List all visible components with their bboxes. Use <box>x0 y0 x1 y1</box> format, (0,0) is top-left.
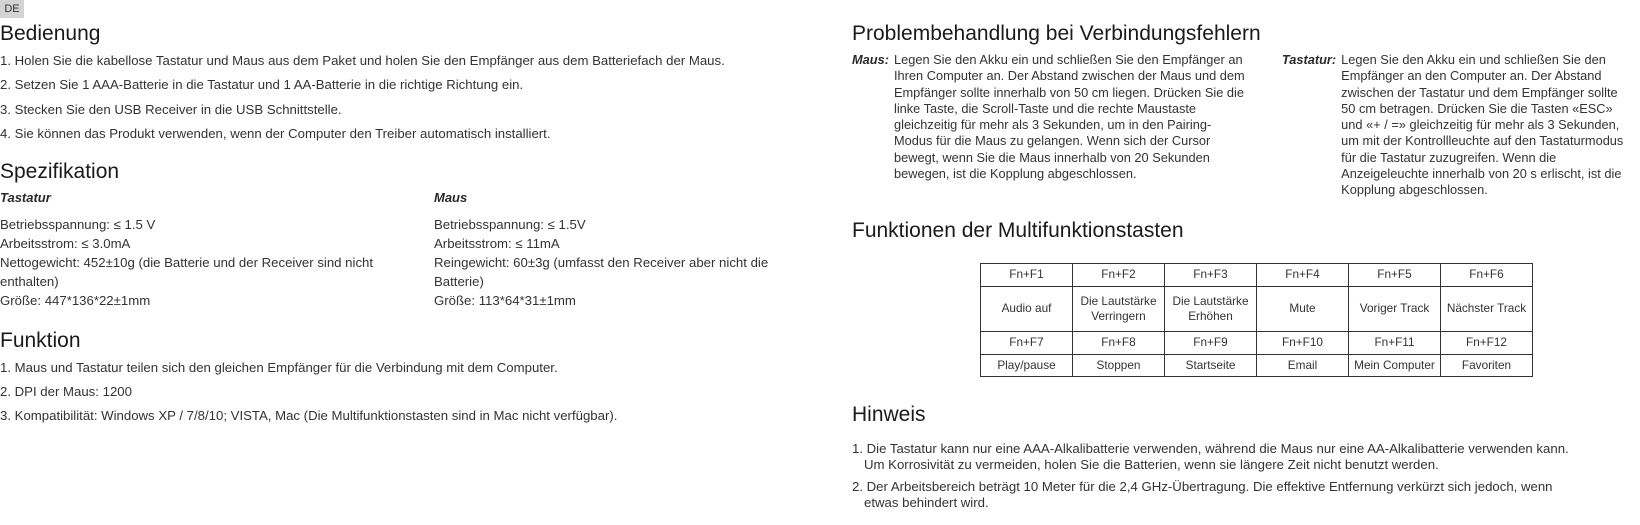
trouble-blocks <box>852 52 1640 199</box>
table-cell: Fn+F2 <box>1073 263 1165 286</box>
spec-maus-heading: Maus <box>434 189 468 205</box>
spec-line: Arbeitsstrom: ≤ 11mA <box>434 235 560 251</box>
note-line-continued: etwas behindert wird. <box>864 494 989 510</box>
section-multifunktion <box>852 217 1640 377</box>
problem-title: Problembehandlung bei Verbindungsfehlern <box>852 22 1261 45</box>
spec-line: Größe: 447*136*22±1mm <box>0 292 151 308</box>
table-row <box>981 354 1533 376</box>
bedienung-list <box>0 51 820 143</box>
trouble-maus <box>852 52 1250 199</box>
table-cell: Audio auf <box>981 286 1073 331</box>
table-cell: Fn+F9 <box>1165 331 1257 354</box>
section-bedienung <box>0 20 820 143</box>
table-cell: Startseite <box>1165 354 1257 376</box>
table-cell: Play/pause <box>981 354 1073 376</box>
table-cell: Fn+F4 <box>1257 263 1349 286</box>
table-cell: Die Lautstärke Verringern <box>1073 286 1165 331</box>
table-cell: Stoppen <box>1073 354 1165 376</box>
table-cell: Fn+F5 <box>1349 263 1441 286</box>
language-badge: DE <box>0 0 24 18</box>
spec-line: Größe: 113*64*31±1mm <box>434 292 576 308</box>
right-column <box>852 20 1640 517</box>
table-cell: Voriger Track <box>1349 286 1441 331</box>
multifunktion-title: Funktionen der Multifunktionstasten <box>852 218 1184 242</box>
table-cell: Mute <box>1257 286 1349 331</box>
list-item: 2. Setzen Sie 1 AAA-Batterie in die Tastatur und 1 AA-Batterie in die richtige Richtung ein. <box>0 77 524 93</box>
list-item <box>852 441 1640 473</box>
spec-tastatur-heading: Tastatur <box>0 189 51 205</box>
spec-line: Betriebsspannung: ≤ 1.5 V <box>0 216 156 232</box>
section-spezifikation <box>0 158 820 310</box>
list-item: 1. Holen Sie die kabellose Tastatur und Maus aus dem Paket und holen Sie den Empfänger aus dem Batteriefach der Maus. <box>0 53 725 68</box>
table-row <box>981 331 1533 354</box>
funktion-title: Funktion <box>0 328 81 352</box>
hinweis-title: Hinweis <box>852 402 926 426</box>
hinweis-list <box>852 441 1640 511</box>
spec-line: Nettogewicht: 452±10g (die Batterie und der Receiver sind nicht enthalten) <box>0 254 374 289</box>
table-cell: Fn+F7 <box>981 331 1073 354</box>
table-cell: Fn+F10 <box>1257 331 1349 354</box>
spec-line: Arbeitsstrom: ≤ 3.0mA <box>0 235 131 251</box>
spezifikation-title: Spezifikation <box>0 159 120 183</box>
function-key-table <box>980 263 1533 377</box>
spec-columns <box>0 188 820 310</box>
spec-line: Reingewicht: 60±3g (umfasst den Receiver aber nicht die Batterie) <box>434 254 769 289</box>
trouble-tastatur-label: Tastatur: <box>1281 52 1337 67</box>
spec-maus <box>434 188 814 310</box>
left-column <box>0 20 820 431</box>
section-funktion <box>0 327 820 426</box>
table-cell: Fn+F1 <box>981 263 1073 286</box>
table-row <box>981 286 1533 331</box>
trouble-maus-label: Maus: <box>852 52 889 67</box>
list-item: 1. Maus und Tastatur teilen sich den gleichen Empfänger für die Verbindung mit dem Computer. <box>0 359 558 375</box>
list-item: 3. Stecken Sie den USB Receiver in die USB Schnittstelle. <box>0 101 342 117</box>
table-cell: Fn+F6 <box>1441 263 1533 286</box>
table-cell: Fn+F11 <box>1349 331 1441 354</box>
trouble-tastatur-text: Legen Sie den Akku ein und schließen Sie den Empfänger an den Computer an. Der Abstand zwischen der Tastatur und dem Empfänger sollte 50 cm betragen. Drücken Sie die Tasten «ESC» und «+ / =» gleichzeitig für mehr als 3 Sekunden, um mit der Kontrollleuchte auf den Tastaturmodus für die Tastatur zuzugreifen. Wenn die Anzeigeleuchte innerhalb von 20 s erlischt, ist die Kopplung abgeschlossen. <box>1341 52 1624 198</box>
funktion-list <box>0 358 820 426</box>
note-line: 2. Der Arbeitsbereich beträgt 10 Meter für die 2,4 GHz-Übertragung. Die effektive Entfernung verkürzt sich jedoch, wenn <box>852 478 1553 494</box>
section-problembehandlung <box>852 20 1640 199</box>
note-line-continued: Um Korrosivität zu vermeiden, holen Sie die Batterien, wenn sie längere Zeit nicht benutzt werden. <box>864 456 1439 472</box>
table-cell: Mein Computer <box>1349 354 1441 376</box>
trouble-tastatur <box>1282 52 1640 199</box>
table-cell: Die Lautstärke Erhöhen <box>1165 286 1257 331</box>
list-item: 3. Kompatibilität: Windows XP / 7/8/10; VISTA, Mac (Die Multifunktionstasten sind in Mac nicht verfügbar). <box>0 408 618 424</box>
table-cell: Favoriten <box>1441 354 1533 376</box>
table-cell: Fn+F3 <box>1165 263 1257 286</box>
table-cell: Email <box>1257 354 1349 376</box>
spec-tastatur <box>0 188 434 310</box>
list-item: 2. DPI der Maus: 1200 <box>0 384 132 400</box>
section-hinweis <box>852 401 1640 511</box>
table-cell: Fn+F12 <box>1441 331 1533 354</box>
table-cell: Fn+F8 <box>1073 331 1165 354</box>
list-item <box>852 479 1640 511</box>
spec-line: Betriebsspannung: ≤ 1.5V <box>434 216 586 232</box>
bedienung-title: Bedienung <box>0 22 101 45</box>
table-cell: Nächster Track <box>1441 286 1533 331</box>
table-row <box>981 263 1533 286</box>
note-line: 1. Die Tastatur kann nur eine AAA-Alkalibatterie verwenden, während die Maus nur eine AA-Alkalibatterie verwenden kann. <box>852 440 1569 456</box>
list-item: 4. Sie können das Produkt verwenden, wenn der Computer den Treiber automatisch installiert. <box>0 125 551 141</box>
trouble-maus-text: Legen Sie den Akku ein und schließen Sie den Empfänger an Ihren Computer an. Der Abstand zwischen der Maus und dem Empfänger sollte innerhalb von 50 cm liegen. Drücken Sie die linke Taste, die Scroll-Taste und die rechte Maustaste gleichzeitig für mehr als 3 Sekunden, um in den Pairing-Modus für die Maus zu gelangen. Wenn sich der Cursor bewegt, wenn Sie die Maus innerhalb von 20 Sekunden bewegen, ist die Kopplung abgeschlossen. <box>893 52 1245 182</box>
